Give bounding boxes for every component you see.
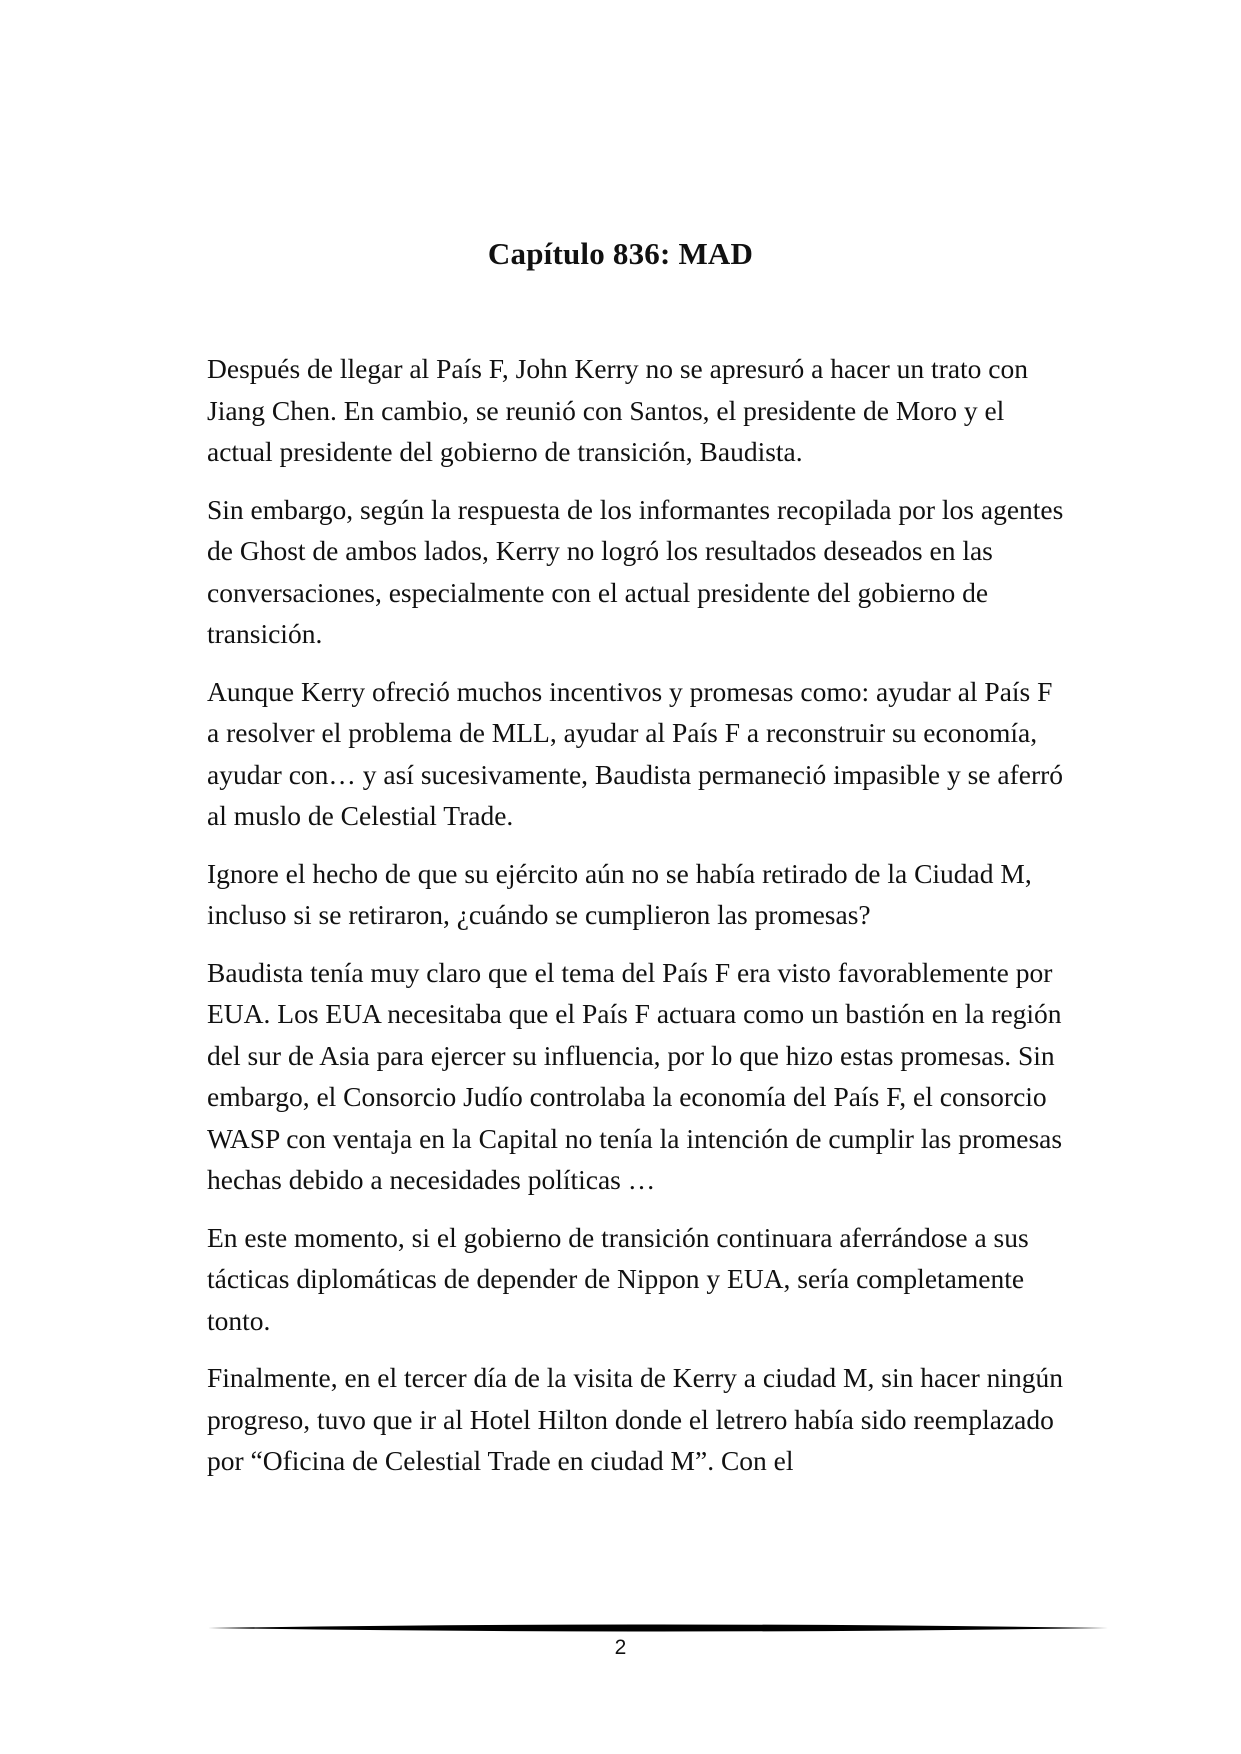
- footer-divider: [208, 1622, 1108, 1634]
- paragraph: Aunque Kerry ofreció muchos incentivos y promesas como: ayudar al País F a resolver el problema de MLL, ayudar al País F a reconstruir su economía, ayudar con… y así sucesivamente, Baudista permaneció impasible y se aferró al muslo de Celestial Trade.: [207, 675, 1064, 831]
- page-number: 2: [614, 1636, 627, 1659]
- body-text: [207, 348, 1069, 1498]
- chapter-title: Capítulo 836: MAD: [487, 236, 754, 271]
- paragraph: Finalmente, en el tercer día de la visita de Kerry a ciudad M, sin hacer ningún progreso, tuvo que ir al Hotel Hilton donde el letrero había sido reemplazado por “Oficina de Celestial Trade en ciudad M”. Con el: [207, 1362, 1064, 1476]
- paragraph: Ignore el hecho de que su ejército aún no se había retirado de la Ciudad M, incluso si se retiraron, ¿cuándo se cumplieron las promesas?: [207, 857, 1032, 930]
- paragraph: Baudista tenía muy claro que el tema del País F era visto favorablemente por EUA. Los EUA necesitaba que el País F actuara como un bastión en la región del sur de Asia para ejercer su influencia, por lo que hizo estas promesas. Sin embargo, el Consorcio Judío controlaba la economía del País F, el consorcio WASP con ventaja en la Capital no tenía la intención de cumplir las promesas hechas debido a necesidades políticas …: [207, 956, 1063, 1195]
- paragraph: Sin embargo, según la respuesta de los informantes recopilada por los agentes de Ghost de ambos lados, Kerry no logró los resultados deseados en las conversaciones, especialmente con el actual presidente del gobierno de transición.: [207, 493, 1064, 649]
- paragraph: Después de llegar al País F, John Kerry no se apresuró a hacer un trato con Jiang Chen. En cambio, se reunió con Santos, el presidente de Moro y el actual presidente del gobierno de transición, Baudista.: [207, 353, 1029, 467]
- paragraph: En este momento, si el gobierno de transición continuara aferrándose a sus tácticas diplomáticas de depender de Nippon y EUA, sería completamente tonto.: [207, 1221, 1029, 1336]
